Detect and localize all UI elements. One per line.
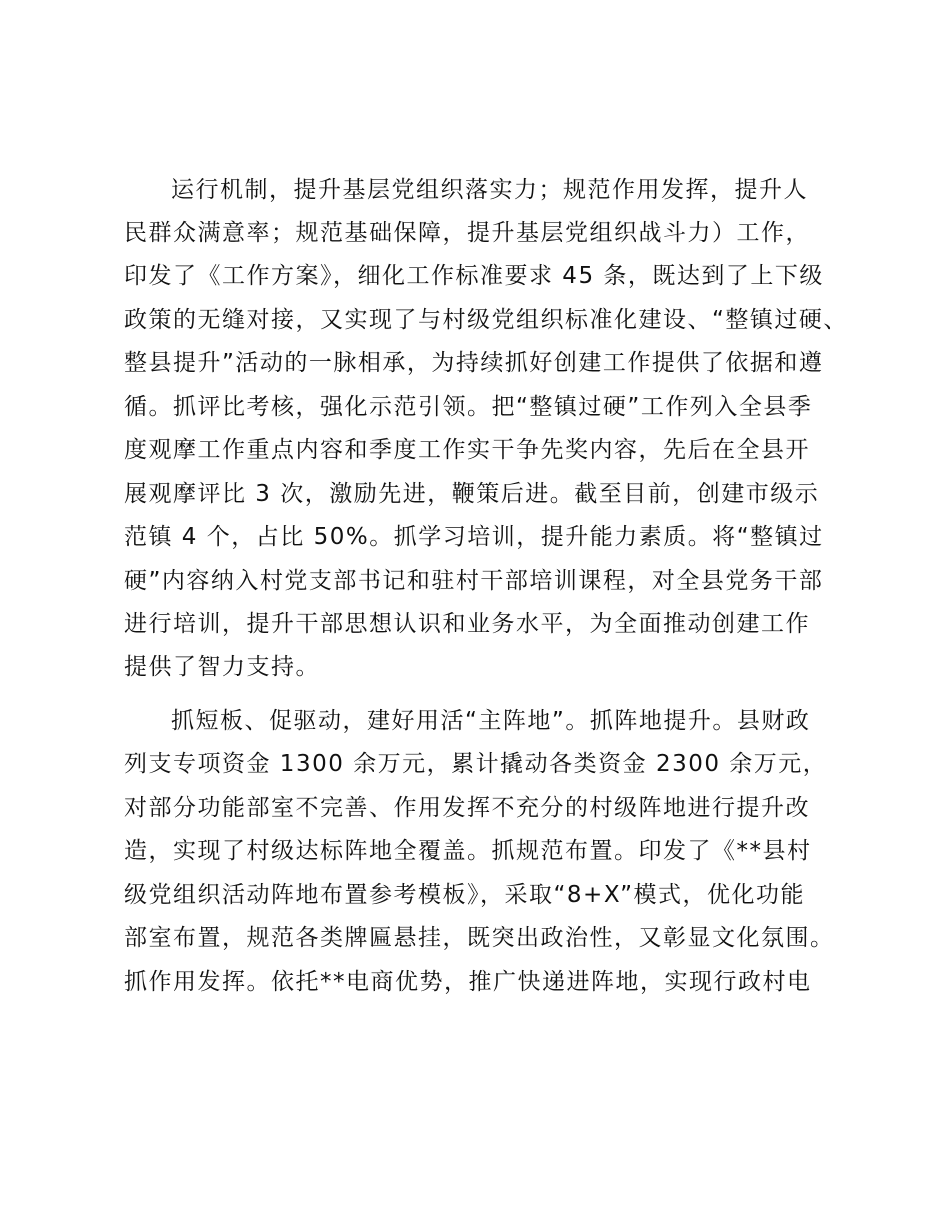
paragraph-line: 进行培训，提升干部思想认识和业务水平，为全面推动创建工作 xyxy=(124,611,810,637)
paragraph-line: 列支专项资金 1300 余万元，累计撬动各类资金 2300 余万元， xyxy=(124,751,828,777)
paragraph-line: 民群众满意率；规范基础保障，提升基层党组织战斗力）工作， xyxy=(124,220,810,246)
paragraph-line: 硬”内容纳入村党支部书记和驻村干部培训课程，对全县党务干部 xyxy=(124,568,824,594)
paragraph-line: 造，实现了村级达标阵地全覆盖。抓规范布置。印发了《**县村 xyxy=(124,838,812,864)
paragraph-line: 范镇 4 个，占比 50%。抓学习培训，提升能力素质。将“整镇过 xyxy=(124,524,824,550)
paragraph-line: 抓短板、促驱动，建好用活“主阵地”。抓阵地提升。县财政 xyxy=(171,708,811,734)
paragraph-line: 抓作用发挥。依托**电商优势，推广快递进阵地，实现行政村电 xyxy=(124,969,812,995)
paragraph-line: 运行机制，提升基层党组织落实力；规范作用发挥，提升人 xyxy=(171,177,808,203)
paragraph-line: 展观摩评比 3 次，激励先进，鞭策后进。截至目前，创建市级示 xyxy=(124,481,820,507)
paragraph-line: 提供了智力支持。 xyxy=(124,654,320,680)
paragraph-line: 整县提升”活动的一脉相承，为持续抓好创建工作提供了依据和遵 xyxy=(124,350,824,376)
paragraph-line: 政策的无缝对接，又实现了与村级党组织标准化建设、“整镇过硬、 xyxy=(124,307,848,333)
paragraph-line: 印发了《工作方案》，细化工作标准要求 45 条，既达到了上下级 xyxy=(124,263,824,289)
paragraph-line: 级党组织活动阵地布置参考模板》，采取“8+X”模式，优化功能 xyxy=(124,882,806,908)
paragraph-line: 部室布置，规范各类牌匾悬挂，既突出政治性，又彰显文化氛围。 xyxy=(124,925,835,951)
paragraph-line: 对部分功能部室不完善、作用发挥不充分的村级阵地进行提升改 xyxy=(124,795,810,821)
paragraph-line: 循。抓评比考核，强化示范引领。把“整镇过硬”工作列入全县季 xyxy=(124,394,813,420)
paragraph-line: 度观摩工作重点内容和季度工作实干争先奖内容，先后在全县开 xyxy=(124,437,810,463)
